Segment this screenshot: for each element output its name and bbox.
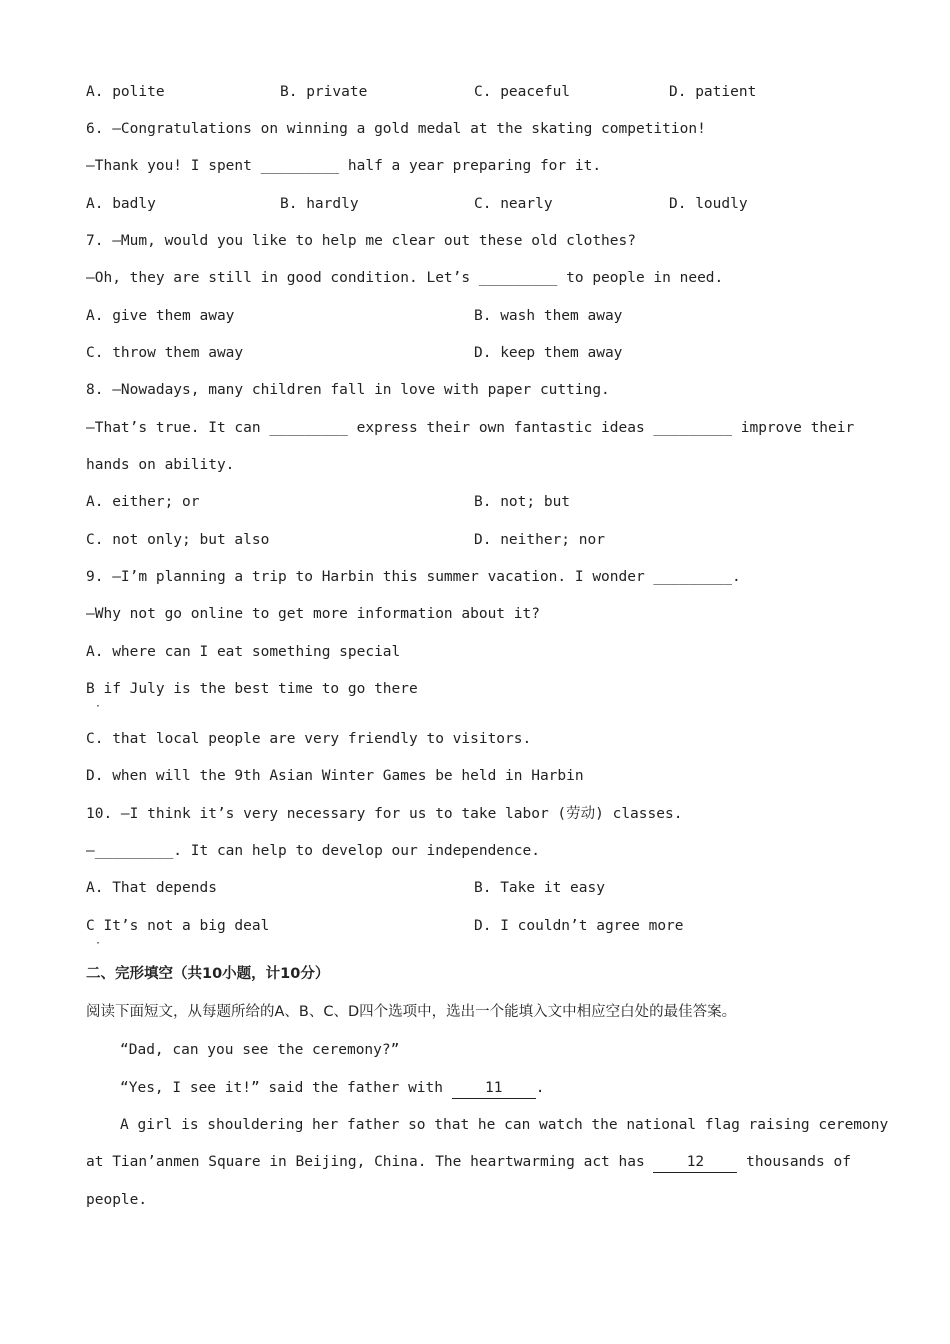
q9-line-1: 9. —I’m planning a trip to Harbin this summer vacation. I wonder _________.	[86, 569, 741, 585]
q9-option-a: A. where can I eat something special	[86, 644, 401, 660]
passage-line-1: “Dad, can you see the ceremony?”	[120, 1042, 400, 1058]
q10-line-1: 10. —I think it’s very necessary for us to take labor (劳动) classes.	[86, 806, 683, 822]
passage-line-3: A girl is shouldering her father so that he can watch the national flag raising ceremony	[120, 1117, 889, 1133]
q10-option-d: D. I couldn’t agree more	[474, 918, 684, 934]
q6-line-2: —Thank you! I spent _________ half a year preparing for it.	[86, 158, 602, 174]
q7-option-b: B. wash them away	[474, 308, 623, 324]
blank-11: 11	[452, 1078, 536, 1099]
q8-option-d: D. neither; nor	[474, 532, 605, 548]
q5-option-b: B. private	[280, 84, 368, 100]
passage-line-2-text: “Yes, I see it!” said the father with	[120, 1080, 444, 1096]
q5-option-d: D. patient	[669, 84, 757, 100]
passage-line-5: people.	[86, 1192, 148, 1208]
q7-option-c: C. throw them away	[86, 345, 244, 361]
q6-option-b: B. hardly	[280, 196, 359, 212]
q7-line-1: 7. —Mum, would you like to help me clear out these old clothes?	[86, 233, 636, 249]
q9-line-2: —Why not go online to get more information about it?	[86, 606, 540, 622]
q10-option-a: A. That depends	[86, 880, 217, 896]
q6-option-a: A. badly	[86, 196, 156, 212]
passage-line-4	[86, 1152, 851, 1173]
q8-line-1: 8. —Nowadays, many children fall in love with paper cutting.	[86, 382, 610, 398]
section-instructions: 阅读下面短文，从每题所给的A、B、C、D四个选项中，选出一个能填入文中相应空白处的最佳答案。	[86, 1004, 737, 1020]
section-heading: 二、完形填空（共10小题，计10分）	[86, 966, 330, 982]
q9-option-b: B if July is the best time to go there	[86, 681, 418, 697]
q10-c-dot-mark: ·	[95, 938, 102, 949]
q6-option-c: C. nearly	[474, 196, 553, 212]
q5-option-a: A. polite	[86, 84, 165, 100]
q6-option-d: D. loudly	[669, 196, 748, 212]
q5-option-c: C. peaceful	[474, 84, 571, 100]
q9-option-c: C. that local people are very friendly to visitors.	[86, 731, 532, 747]
q8-option-b: B. not; but	[474, 494, 571, 510]
q6-line-1: 6. —Congratulations on winning a gold medal at the skating competition!	[86, 121, 706, 137]
passage-line-2-end: .	[535, 1080, 545, 1096]
q10-option-c: C It’s not a big deal	[86, 918, 270, 934]
q9-option-d: D. when will the 9th Asian Winter Games be held in Harbin	[86, 768, 584, 784]
passage-line-2	[120, 1078, 544, 1099]
q9-b-dot-mark: ·	[95, 701, 102, 712]
passage-line-4-text: at Tian’anmen Square in Beijing, China. The heartwarming act has	[86, 1154, 645, 1170]
q7-line-2: —Oh, they are still in good condition. Let’s _________ to people in need.	[86, 270, 724, 286]
q7-option-a: A. give them away	[86, 308, 235, 324]
q8-line-3: hands on ability.	[86, 457, 235, 473]
q8-option-c: C. not only; but also	[86, 532, 270, 548]
q10-option-b: B. Take it easy	[474, 880, 605, 896]
q8-line-2: —That’s true. It can _________ express their own fantastic ideas _________ improve their	[86, 420, 855, 436]
q10-line-2: —_________. It can help to develop our independence.	[86, 843, 540, 859]
blank-12: 12	[653, 1152, 737, 1173]
passage-line-4-end: thousands of	[746, 1154, 851, 1170]
q7-option-d: D. keep them away	[474, 345, 623, 361]
q8-option-a: A. either; or	[86, 494, 200, 510]
